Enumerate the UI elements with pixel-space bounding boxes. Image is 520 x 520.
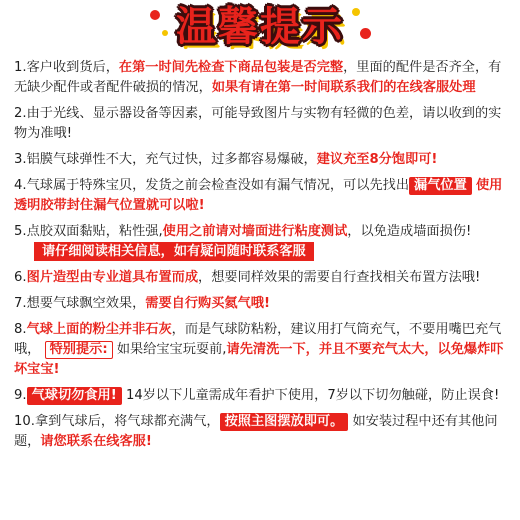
item-text: 2.由于光线、显示器设备等因素，可能导致图片与实物有轻微的色差，请以收到的实物为准哦!: [14, 106, 502, 141]
item-highlight: 需要自行购买氦气哦!: [145, 296, 270, 311]
item-text: ，而是气球防粘粉，建议用打气筒充气，不要用嘴巴充气哦，: [14, 322, 502, 357]
notice-item-9: [14, 386, 514, 406]
notice-item-10: [14, 412, 514, 452]
notice-list: [14, 58, 514, 458]
item-highlight: 气球上面的粉尘并非石灰: [26, 322, 172, 337]
item-text: 3.铝膜气球弹性不大，充气过快，过多都容易爆破，: [14, 152, 317, 167]
item-highlight: 如果有请在第一时间联系我们的在线客服处理: [211, 80, 476, 95]
page-title: 温馨提示: [176, 4, 344, 50]
notice-item-3: [14, 150, 514, 170]
item-text: 1.客户收到货后，: [14, 60, 119, 75]
item-text: ，想要同样效果的需要自行查找相关布置方法哦!: [198, 270, 481, 285]
item-highlight: 在第一时间先检查下商品包装是否完整: [118, 60, 344, 75]
item-highlight: 使用之前请对墙面进行粘度测试: [162, 224, 348, 239]
item-text: 14岁以下儿童需成年看护下使用，7岁以下切勿触碰，防止误食!: [125, 388, 500, 403]
item-text: 如安装过程中还有其他问题，: [14, 414, 498, 449]
item-text: 8.: [14, 322, 27, 337]
leak-position-tag: 漏气位置: [409, 177, 472, 195]
item-text: 如果给宝宝玩耍前,: [116, 342, 227, 357]
item-text: 5.点胶双面黏贴，粘性强,: [14, 224, 163, 239]
read-info-banner: 请仔细阅读相关信息，如有疑问随时联系客服: [34, 242, 314, 261]
notice-item-6: [14, 268, 514, 288]
notice-item-8: [14, 320, 514, 380]
arrange-as-main-image-tag: 按照主图摆放即可。: [220, 413, 349, 431]
item-text: ，以免造成墙面损伤!: [347, 224, 472, 239]
item-text: 4.气球属于特殊宝贝，发货之前会检查没如有漏气情况，可以先找出: [14, 178, 410, 193]
item-text: 7.想要气球飘空效果，: [14, 296, 146, 311]
item-highlight: 使用透明胶带封住漏气位置就可以啦!: [14, 178, 503, 213]
notice-item-5: [14, 222, 514, 262]
item-highlight: 建议充至8分饱即可!: [316, 152, 438, 167]
item-text: 9.: [14, 388, 27, 403]
notice-item-1: [14, 58, 514, 98]
item-highlight: 请您联系在线客服!: [40, 434, 152, 449]
item-text: 6.: [14, 270, 27, 285]
item-text: ，里面的配件是否齐全，有无缺少配件或者配件破损的情况，: [14, 60, 502, 95]
item-highlight: 请先清洗一下，并且不要充气太大，以免爆炸吓坏宝宝!: [14, 342, 504, 377]
notice-item-2: [14, 104, 514, 144]
special-notice-tag: 特别提示:: [45, 341, 113, 359]
notice-item-7: [14, 294, 514, 314]
no-eating-tag: 气球切勿食用!: [27, 387, 122, 405]
header: [0, 0, 520, 54]
item-text: 10.拿到气球后，将气球都充满气，: [14, 414, 220, 429]
item-highlight: 图片造型由专业道具布置而成: [26, 270, 199, 285]
notice-item-4: [14, 176, 514, 216]
